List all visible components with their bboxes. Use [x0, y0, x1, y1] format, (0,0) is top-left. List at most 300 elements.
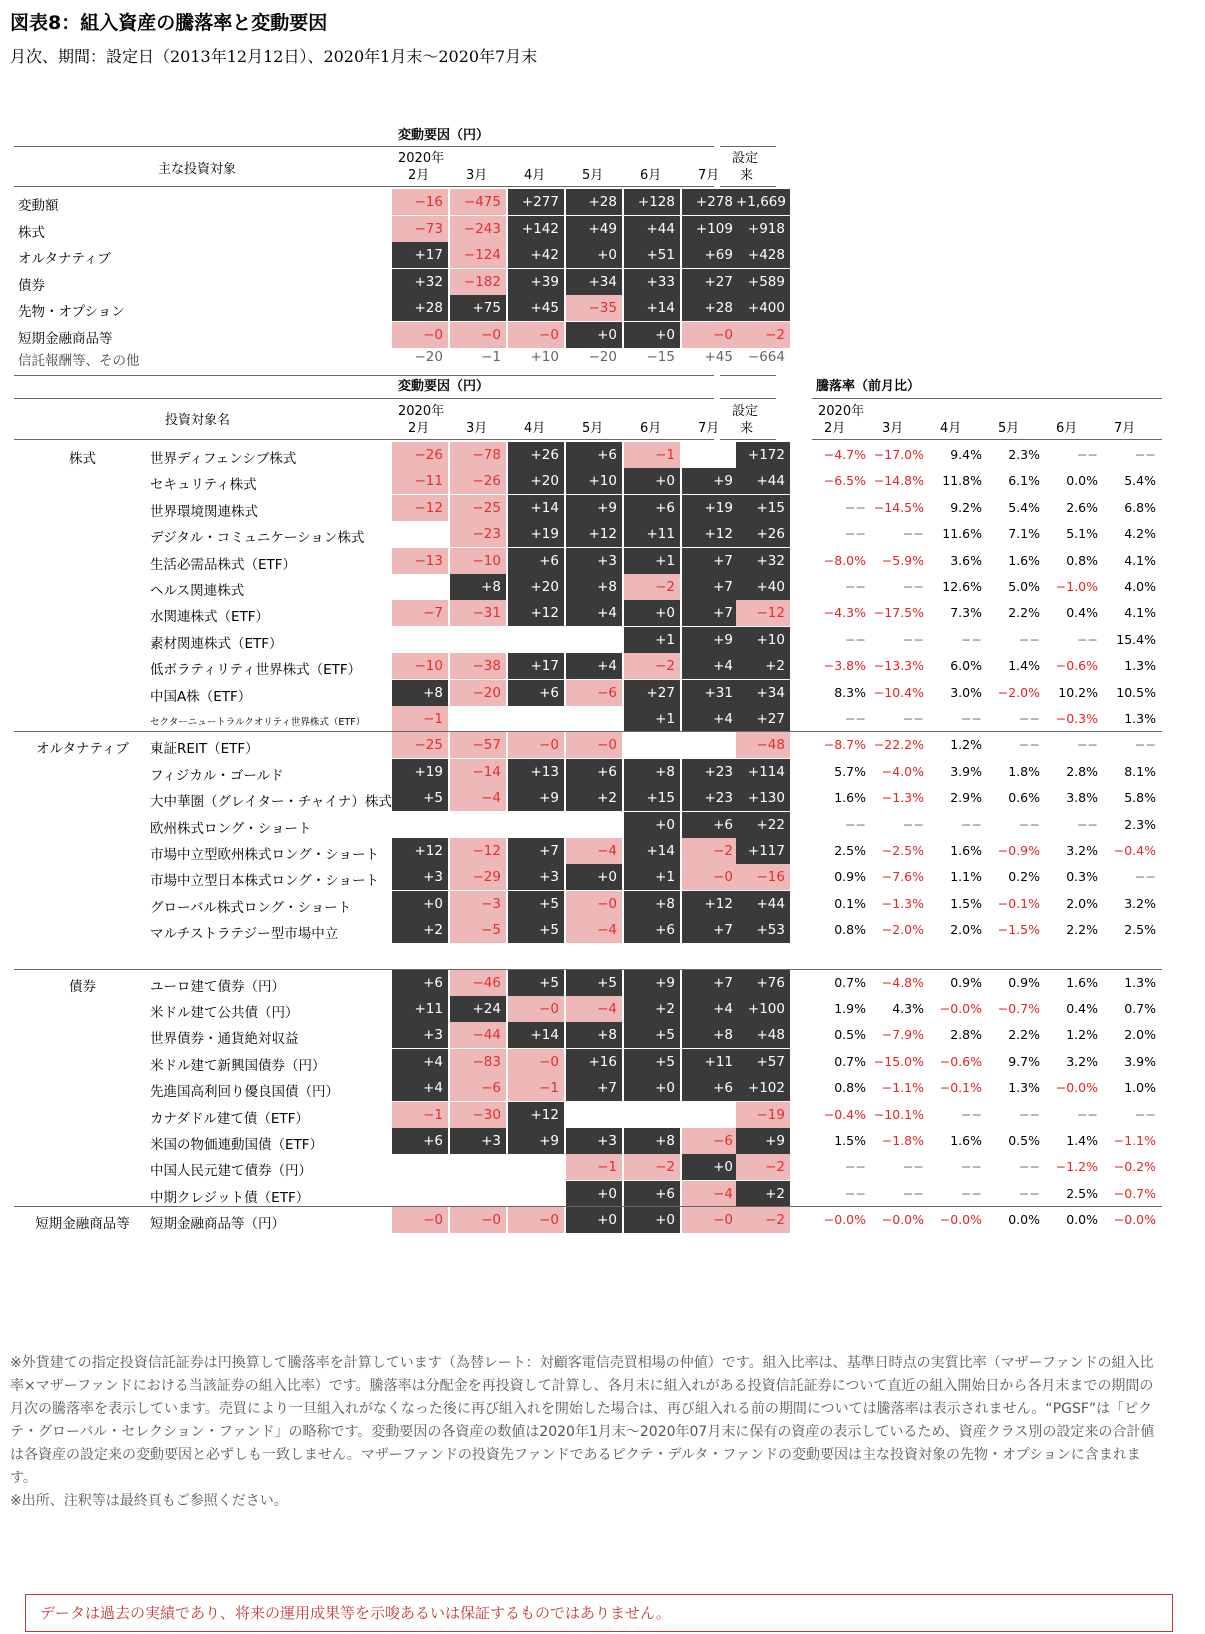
value-cell: +12: [682, 891, 738, 917]
since-cell: +400: [736, 295, 790, 321]
rate-month-header: 2月: [824, 421, 846, 436]
rate-cell: −22.2%: [873, 737, 924, 753]
rate-cell: 6.1%: [1008, 473, 1040, 489]
month-header: 3月: [466, 168, 488, 183]
rate-cell: −1.5%: [997, 922, 1040, 938]
value-cell: +7: [508, 838, 564, 864]
value-cell: −20: [414, 349, 443, 365]
row-label: 世界環境関連株式: [150, 503, 258, 520]
value-cell: −13: [392, 548, 448, 574]
since-cell: +40: [736, 574, 790, 600]
value-cell: +1: [624, 627, 680, 653]
rate-cell: −−: [1019, 737, 1040, 753]
value-cell: +3: [566, 548, 622, 574]
value-cell: −2: [624, 1154, 680, 1180]
rate-cell: 0.7%: [834, 974, 866, 990]
rate-cell: 3.9%: [1124, 1053, 1156, 1069]
rate-month-header: 3月: [882, 421, 904, 436]
rate-cell: 0.6%: [1008, 790, 1040, 806]
value-cell: +2: [624, 996, 680, 1022]
since-cell: +26: [736, 521, 790, 547]
value-cell: −0: [682, 1207, 738, 1233]
value-cell: −2: [624, 653, 680, 679]
since-cell: +117: [736, 838, 790, 864]
rate-cell: −0.4%: [823, 1106, 866, 1122]
value-cell: +0: [682, 1154, 738, 1180]
since-cell: +27: [736, 706, 790, 732]
rate-cell: 1.2%: [950, 737, 982, 753]
summary-row: [0, 216, 1205, 242]
value-cell: −6: [566, 680, 622, 706]
value-cell: +5: [566, 970, 622, 996]
row-label: 中期クレジット債（ETF）: [150, 1189, 310, 1206]
value-cell: [450, 1181, 506, 1207]
value-cell: [392, 812, 448, 838]
detail-row: [0, 917, 1205, 943]
value-cell: −1: [481, 349, 501, 365]
value-cell: +69: [682, 242, 738, 268]
rate-cell: −−: [845, 499, 866, 515]
value-cell: [392, 574, 448, 600]
detail-row: [0, 1207, 1205, 1233]
rate-cell: 0.9%: [950, 974, 982, 990]
value-cell: +8: [624, 891, 680, 917]
since-cell: +44: [736, 891, 790, 917]
value-cell: [508, 812, 564, 838]
rate-cell: −2.0%: [997, 684, 1040, 700]
value-cell: [450, 706, 506, 732]
rate-cell: −13.3%: [873, 658, 924, 674]
rate-cell: 4.2%: [1124, 526, 1156, 542]
value-cell: −38: [450, 653, 506, 679]
divider: [720, 375, 776, 376]
value-cell: [450, 812, 506, 838]
detail-row: [0, 627, 1205, 653]
rate-cell: 3.2%: [1124, 895, 1156, 911]
value-cell: +6: [392, 970, 448, 996]
rate-cell: 6.8%: [1124, 499, 1156, 515]
rate-cell: −0.4%: [1113, 843, 1156, 858]
rate-cell: 3.2%: [1066, 1053, 1098, 1069]
since-cell: −664: [747, 349, 785, 365]
page-title: 図表8：組入資産の騰落率と変動要因: [10, 12, 328, 34]
rate-cell: −−: [845, 1159, 866, 1175]
value-cell: −243: [450, 216, 506, 242]
value-cell: +12: [508, 1102, 564, 1128]
rate-cell: 1.5%: [950, 895, 982, 911]
since-cell: −2: [736, 1207, 790, 1233]
rate-cell: −−: [1135, 447, 1156, 462]
value-cell: +278: [682, 189, 738, 215]
value-cell: +142: [508, 216, 564, 242]
rate-cell: −0.3%: [1055, 711, 1098, 726]
row-label: 信託報酬等、その他: [18, 353, 140, 369]
row-label: マルチストラテジー型市場中立: [150, 926, 339, 943]
row-label: 債券: [18, 277, 45, 294]
rate-cell: 0.9%: [1008, 974, 1040, 990]
rate-cell: −−: [961, 1159, 982, 1175]
value-cell: −0: [392, 322, 448, 348]
rate-cell: −0.6%: [1055, 658, 1098, 674]
value-cell: +34: [566, 269, 622, 295]
value-cell: +0: [566, 242, 622, 268]
value-cell: +16: [566, 1049, 622, 1075]
rate-cell: 0.4%: [1066, 605, 1098, 621]
value-cell: −57: [450, 732, 506, 758]
rate-cell: −7.9%: [881, 1027, 924, 1043]
rate-cell: 0.8%: [834, 922, 866, 938]
value-cell: −25: [392, 732, 448, 758]
rate-cell: 2.0%: [1124, 1027, 1156, 1043]
rate-cell: −0.7%: [1113, 1185, 1156, 1201]
divider: [720, 146, 776, 147]
rate-cell: −4.8%: [881, 974, 924, 990]
value-cell: +39: [508, 269, 564, 295]
since-cell: +102: [736, 1075, 790, 1101]
value-cell: −73: [392, 216, 448, 242]
value-cell: +19: [508, 521, 564, 547]
value-cell: −35: [566, 295, 622, 321]
since-cell: −12: [736, 600, 790, 626]
value-cell: −6: [450, 1075, 506, 1101]
page-subtitle: 月次、期間：設定日（2013年12月12日）、2020年1月末～2020年7月末: [10, 47, 538, 66]
detail-row: [0, 1022, 1205, 1048]
since-cell: +32: [736, 548, 790, 574]
rate-cell: 10.5%: [1116, 684, 1156, 700]
value-cell: [682, 732, 738, 758]
since-cell: +2: [736, 653, 790, 679]
value-cell: −20: [450, 680, 506, 706]
value-cell: +8: [392, 680, 448, 706]
since-cell: −2: [736, 1154, 790, 1180]
since-cell: +172: [736, 442, 790, 468]
value-cell: +3: [392, 864, 448, 890]
value-cell: [566, 627, 622, 653]
since-cell: +22: [736, 812, 790, 838]
row-label: セクターニュートラルクオリティ世界株式（ETF）: [150, 717, 366, 728]
rate-cell: −10.4%: [873, 684, 924, 700]
value-cell: +3: [392, 1022, 448, 1048]
value-cell: −83: [450, 1049, 506, 1075]
divider: [812, 439, 1162, 440]
detail-row: [0, 468, 1205, 494]
value-cell: +4: [682, 706, 738, 732]
value-cell: −0: [566, 891, 622, 917]
detail-row: [0, 1049, 1205, 1075]
value-cell: −4: [682, 1181, 738, 1207]
value-cell: +8: [566, 1022, 622, 1048]
month-header: 3月: [466, 421, 488, 436]
value-cell: +14: [624, 295, 680, 321]
value-cell: +20: [508, 468, 564, 494]
value-cell: [392, 1181, 448, 1207]
rate-cell: 3.2%: [1066, 843, 1098, 858]
row-label: 世界ディフェンシブ株式: [150, 451, 297, 467]
since-cell: +114: [736, 759, 790, 785]
rate-cell: −−: [903, 816, 924, 832]
since-cell: −19: [736, 1102, 790, 1128]
value-cell: +0: [566, 322, 622, 348]
value-cell: +19: [392, 759, 448, 785]
group-label: 債券: [69, 978, 96, 995]
disclaimer-box: データは過去の実績であり、将来の運用成果等を示唆あるいは保証するものではありません。: [25, 1594, 1173, 1632]
rate-cell: 2.2%: [1066, 922, 1098, 938]
rate-cell: 1.6%: [1008, 552, 1040, 568]
value-cell: −30: [450, 1102, 506, 1128]
value-cell: +0: [566, 1181, 622, 1207]
value-cell: +5: [392, 785, 448, 811]
rate-cell: 2.8%: [1066, 763, 1098, 779]
since-cell: +2: [736, 1181, 790, 1207]
detail-row: [0, 495, 1205, 521]
value-cell: +8: [682, 1022, 738, 1048]
rate-cell: −−: [903, 711, 924, 726]
since-cell: +76: [736, 970, 790, 996]
value-cell: −2: [624, 574, 680, 600]
value-cell: +44: [624, 216, 680, 242]
value-cell: +0: [624, 322, 680, 348]
value-cell: +0: [624, 468, 680, 494]
rate-header-title: 騰落率（前月比）: [816, 379, 921, 394]
divider: [14, 398, 714, 399]
month-header: 5月: [582, 421, 604, 436]
value-cell: [508, 627, 564, 653]
rate-cell: 0.8%: [1066, 552, 1098, 568]
footnote-text: ※外貨建ての指定投資信託証券は円換算して騰落率を計算しています（為替レート：対顧客電信売買相場の仲値）です。組入比率は、基準日時点の実質比率（マザーファンドの組入比率×マザーファンドにおける当該証券の組入比率）です。騰落率は分配金を再投資して計算し、各月末に組入れがある投資信託証券について直近の組入開始日から各月末までの期間の月次の騰落率を表示しています。売買により一旦組入れがなくなった後に再び組入れを開始した場合は、再び組入れる前の期間については騰落率は表示されません。“PGSF”は「ピクテ・グローバル・セレクション・ファンド」の略称です。変動要因の各資産の数値は2020年1月末～2020年07月末に保有の資産の表示しているため、資産クラス別の設定来の合計値は各資産の設定来の変動要因と必ずしも一致しません。マザーファンドの投資先ファンドであるピクテ・デルタ・ファンドの変動要因は主な投資対象の先物・オプションに含まれます。: [10, 1355, 1155, 1486]
footnotes: [10, 1352, 1160, 1513]
value-cell: +6: [566, 442, 622, 468]
value-cell: +9: [566, 495, 622, 521]
rate-month-header: 4月: [940, 421, 962, 436]
detail-row: [0, 548, 1205, 574]
rate-cell: −−: [961, 1106, 982, 1122]
rate-cell: 12.6%: [942, 579, 982, 594]
value-cell: −20: [588, 349, 617, 365]
value-cell: +3: [566, 1128, 622, 1154]
detail-year-label: 2020年: [398, 404, 445, 419]
value-cell: +27: [624, 680, 680, 706]
rate-cell: 1.4%: [1066, 1133, 1098, 1148]
rate-cell: 0.7%: [1124, 1001, 1156, 1016]
summary-row: [0, 189, 1205, 215]
rate-cell: −17.0%: [873, 447, 924, 462]
detail-row: [0, 442, 1205, 468]
value-cell: −0: [566, 732, 622, 758]
detail-row: [0, 1102, 1205, 1128]
rate-cell: 1.6%: [834, 790, 866, 806]
summary-since-label-1: 設定: [732, 151, 759, 166]
value-cell: [566, 812, 622, 838]
value-cell: −1: [508, 1075, 564, 1101]
month-header: 2月: [408, 168, 430, 183]
row-label: 低ボラティリティ世界株式（ETF）: [150, 662, 362, 679]
since-cell: +57: [736, 1049, 790, 1075]
row-label: 先進国高利回り優良国債（円）: [150, 1084, 339, 1101]
rate-cell: −14.5%: [873, 499, 924, 515]
rate-cell: −−: [1019, 631, 1040, 647]
rate-cell: −−: [845, 1185, 866, 1201]
rate-cell: 2.9%: [950, 790, 982, 806]
month-header: 7月: [698, 421, 720, 436]
since-cell: −48: [736, 732, 790, 758]
row-label: 米国の物価連動国債（ETF）: [150, 1137, 324, 1153]
rate-cell: −4.3%: [823, 605, 866, 621]
value-cell: −46: [450, 970, 506, 996]
since-cell: +1,669: [736, 189, 790, 215]
rate-cell: −6.5%: [823, 473, 866, 489]
summary-row: [0, 242, 1205, 268]
value-cell: −11: [392, 468, 448, 494]
month-header: 5月: [582, 168, 604, 183]
detail-row: [0, 574, 1205, 600]
rate-cell: 0.0%: [1066, 1212, 1098, 1228]
value-cell: +17: [508, 653, 564, 679]
since-cell: +9: [736, 1128, 790, 1154]
value-cell: +45: [704, 349, 733, 365]
value-cell: +0: [624, 600, 680, 626]
value-cell: +6: [392, 1128, 448, 1154]
since-cell: +10: [736, 627, 790, 653]
value-cell: −26: [450, 468, 506, 494]
rate-cell: −−: [1019, 816, 1040, 832]
detail-row: [0, 838, 1205, 864]
value-cell: +3: [508, 864, 564, 890]
divider: [720, 186, 776, 187]
value-cell: +14: [624, 838, 680, 864]
since-cell: +53: [736, 917, 790, 943]
rate-cell: −−: [1077, 447, 1098, 462]
value-cell: −16: [392, 189, 448, 215]
value-cell: +5: [508, 891, 564, 917]
detail-row: [0, 785, 1205, 811]
value-cell: −0: [508, 1207, 564, 1233]
since-cell: +48: [736, 1022, 790, 1048]
rate-cell: −1.0%: [1055, 579, 1098, 594]
value-cell: +13: [508, 759, 564, 785]
value-cell: −6: [682, 1128, 738, 1154]
value-cell: +4: [392, 1049, 448, 1075]
row-label: 米ドル建て新興国債券（円）: [150, 1057, 326, 1074]
rate-cell: 10.2%: [1058, 684, 1098, 700]
value-cell: +0: [566, 864, 622, 890]
value-cell: +12: [508, 600, 564, 626]
value-cell: +128: [624, 189, 680, 215]
value-cell: +9: [682, 468, 738, 494]
value-cell: +14: [508, 1022, 564, 1048]
value-cell: +5: [624, 1049, 680, 1075]
value-cell: +6: [682, 1075, 738, 1101]
row-label: 株式: [18, 224, 45, 241]
rate-cell: −−: [845, 526, 866, 542]
value-cell: −4: [566, 838, 622, 864]
since-cell: +428: [736, 242, 790, 268]
rate-cell: 4.0%: [1124, 579, 1156, 594]
summary-fee-row: [0, 346, 1205, 368]
row-label: 東証REIT（ETF）: [150, 741, 259, 758]
rate-cell: 7.1%: [1008, 526, 1040, 542]
rate-cell: 2.2%: [1008, 605, 1040, 621]
row-label: ヘルス関連株式: [150, 583, 245, 599]
value-cell: +5: [624, 1022, 680, 1048]
rate-cell: 0.5%: [1008, 1133, 1040, 1148]
rate-cell: −−: [1019, 1185, 1040, 1201]
rate-cell: 1.5%: [834, 1133, 866, 1148]
rate-cell: −−: [961, 1185, 982, 1201]
value-cell: +1: [624, 548, 680, 574]
value-cell: +45: [508, 295, 564, 321]
rate-cell: −−: [903, 526, 924, 542]
since-cell: +15: [736, 495, 790, 521]
rate-cell: −−: [1019, 1159, 1040, 1175]
rate-year-label: 2020年: [818, 404, 865, 419]
value-cell: −0: [682, 864, 738, 890]
value-cell: +32: [392, 269, 448, 295]
rate-cell: 2.0%: [1066, 895, 1098, 911]
rate-cell: 9.4%: [950, 447, 982, 462]
value-cell: −5: [450, 917, 506, 943]
value-cell: +4: [566, 600, 622, 626]
row-label: 大中華圏（グレイター・チャイナ）株式: [150, 794, 392, 811]
rate-cell: 1.1%: [950, 869, 982, 885]
divider: [812, 398, 1162, 399]
rate-cell: 0.2%: [1008, 869, 1040, 885]
value-cell: +6: [624, 917, 680, 943]
rate-cell: −−: [1077, 737, 1098, 753]
value-cell: +8: [450, 574, 506, 600]
value-cell: [566, 706, 622, 732]
value-cell: +277: [508, 189, 564, 215]
rate-cell: −−: [1077, 631, 1098, 647]
since-cell: +100: [736, 996, 790, 1022]
value-cell: −10: [392, 653, 448, 679]
rate-cell: 0.7%: [834, 1053, 866, 1069]
value-cell: −124: [450, 242, 506, 268]
value-cell: +7: [682, 548, 738, 574]
row-label: ユーロ建て債券（円）: [150, 978, 285, 995]
rate-cell: 0.4%: [1066, 1001, 1098, 1016]
rate-cell: −−: [845, 816, 866, 832]
rate-month-header: 7月: [1114, 421, 1136, 436]
rate-cell: −7.6%: [881, 869, 924, 885]
value-cell: +0: [624, 1207, 680, 1233]
value-cell: [624, 1102, 680, 1128]
rate-cell: −−: [1077, 816, 1098, 832]
month-header: 4月: [524, 168, 546, 183]
rate-cell: 0.8%: [834, 1080, 866, 1096]
since-cell: +34: [736, 680, 790, 706]
rate-cell: −−: [1135, 1106, 1156, 1122]
value-cell: +0: [566, 1207, 622, 1233]
value-cell: +75: [450, 295, 506, 321]
rate-cell: −0.0%: [939, 1212, 982, 1228]
value-cell: +7: [682, 970, 738, 996]
detail-col-label: 投資対象名: [165, 413, 231, 428]
value-cell: [682, 1102, 738, 1128]
row-label: 米ドル建て公共債（円）: [150, 1005, 299, 1021]
detail-row: [0, 653, 1205, 679]
value-cell: −1: [392, 1102, 448, 1128]
value-cell: −4: [566, 996, 622, 1022]
value-cell: +4: [392, 1075, 448, 1101]
value-cell: +12: [566, 521, 622, 547]
value-cell: +26: [508, 442, 564, 468]
rate-cell: 1.6%: [950, 1133, 982, 1148]
row-label: カナダドル建て債（ETF）: [150, 1110, 309, 1127]
rate-cell: 6.0%: [950, 658, 982, 674]
rate-cell: −2.0%: [881, 922, 924, 938]
value-cell: +19: [682, 495, 738, 521]
rate-cell: 0.0%: [1008, 1212, 1040, 1228]
